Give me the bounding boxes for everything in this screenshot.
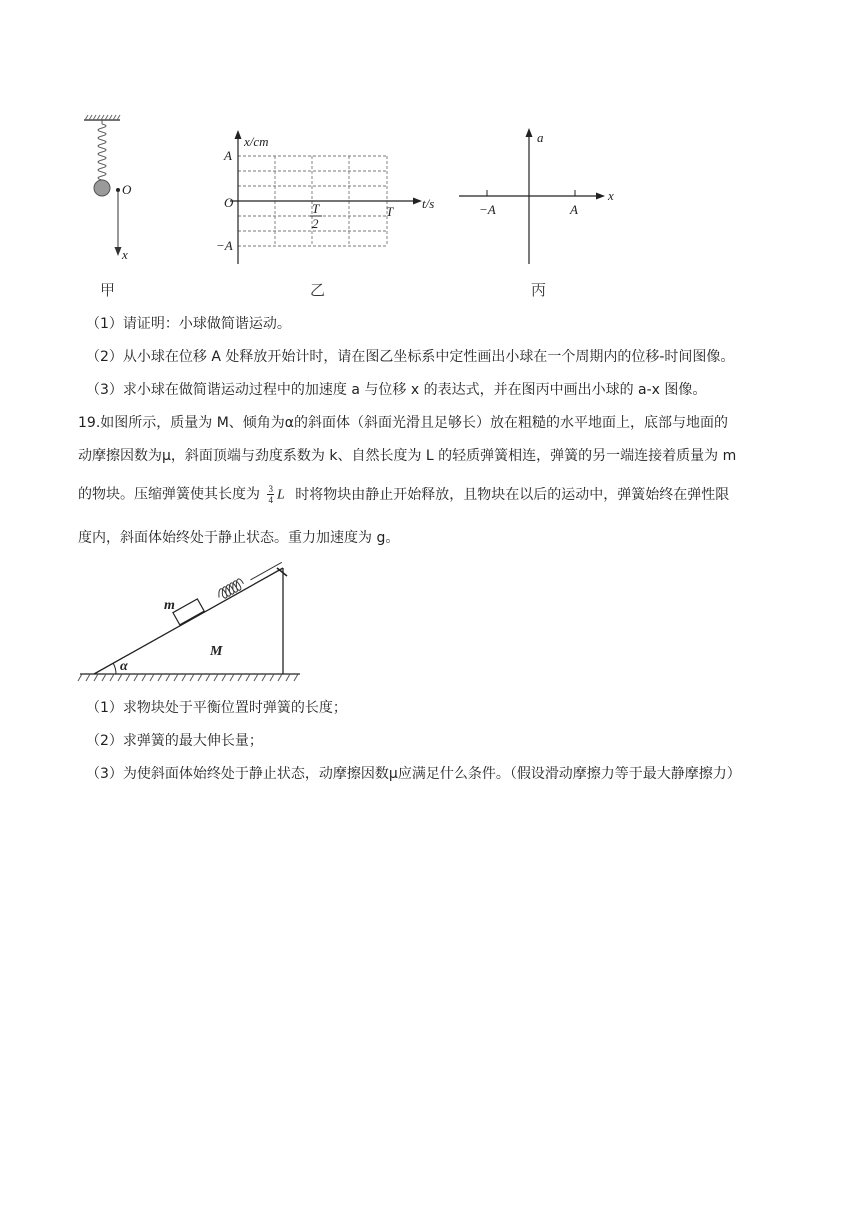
q19-line3-pre: 的物块。压缩弹簧使其长度为 — [78, 486, 260, 503]
y-axis-label: x/cm — [244, 134, 269, 149]
fraction-three-quarters — [267, 484, 274, 505]
figure-jia-spring-ball — [78, 112, 148, 262]
q18-part1: （1）请证明：小球做简谐运动。 — [86, 316, 291, 332]
fraction-variable: L — [276, 487, 285, 503]
label-T-half-num: T — [312, 201, 320, 216]
label-A: A — [570, 202, 578, 217]
spring-coil — [98, 120, 106, 184]
label-m: m — [164, 598, 175, 613]
q18-part3: （3）求小球在做简谐运动过程中的加速度 a 与位移 x 的表达式，并在图丙中画出小球的 a-x 图像。 — [86, 382, 707, 398]
figure-bing-ax-axes — [455, 124, 630, 269]
x-axis-label: x — [608, 188, 614, 203]
q19-part3: （3）为使斜面体始终处于静止状态，动摩擦因数μ应满足什么条件。（假设滑动摩擦力等于最大静摩擦力） — [86, 766, 741, 782]
label-alpha: α — [120, 659, 128, 674]
figure-yi-xt-grid — [210, 124, 450, 274]
caption-bing: 丙 — [531, 281, 547, 299]
fraction-denominator: 4 — [268, 495, 273, 505]
ball — [94, 180, 110, 196]
caption-jia: 甲 — [100, 281, 116, 299]
fraction-numerator: 3 — [268, 484, 273, 494]
label-neg-A: −A — [216, 238, 233, 253]
label-O: O — [122, 182, 132, 197]
q19-part2: （2）求弹簧的最大伸长量； — [86, 733, 263, 749]
label-neg-A: −A — [479, 202, 496, 217]
label-T-half-den: 2 — [312, 216, 319, 231]
figure-incline-spring-block — [76, 560, 306, 686]
label-T: T — [386, 204, 394, 219]
origin-label: O — [224, 195, 234, 210]
q19-part1: （1）求物块处于平衡位置时弹簧的长度； — [86, 700, 347, 716]
label-x: x — [122, 247, 128, 262]
spring-on-incline — [216, 556, 284, 600]
q18-part2: （2）从小球在位移 A 处释放开始计时，请在图乙坐标系中定性画出小球在一个周期内的位移-时间图像。 — [86, 349, 735, 365]
q19-line4: 度内，斜面体始终处于静止状态。重力加速度为 g。 — [78, 530, 400, 546]
q19-line1: 19.如图所示，质量为 M、倾角为α的斜面体（斜面光滑且足够长）放在粗糙的水平地面上，底部与地面的 — [78, 415, 729, 431]
label-M: M — [210, 644, 223, 659]
a-axis-label: a — [537, 130, 544, 145]
q19-line3-post: 时将物块由静止开始释放，且物块在以后的运动中，弹簧始终在弹性限 — [295, 486, 730, 503]
q19-line2: 动摩擦因数为μ，斜面顶端与劲度系数为 k、自然长度为 L 的轻质弹簧相连，弹簧的另一端连接着质量为 m — [78, 448, 737, 464]
caption-yi: 乙 — [310, 281, 326, 299]
t-axis-label: t/s — [422, 196, 435, 211]
label-A: A — [224, 148, 232, 163]
q19-line3 — [78, 484, 729, 506]
